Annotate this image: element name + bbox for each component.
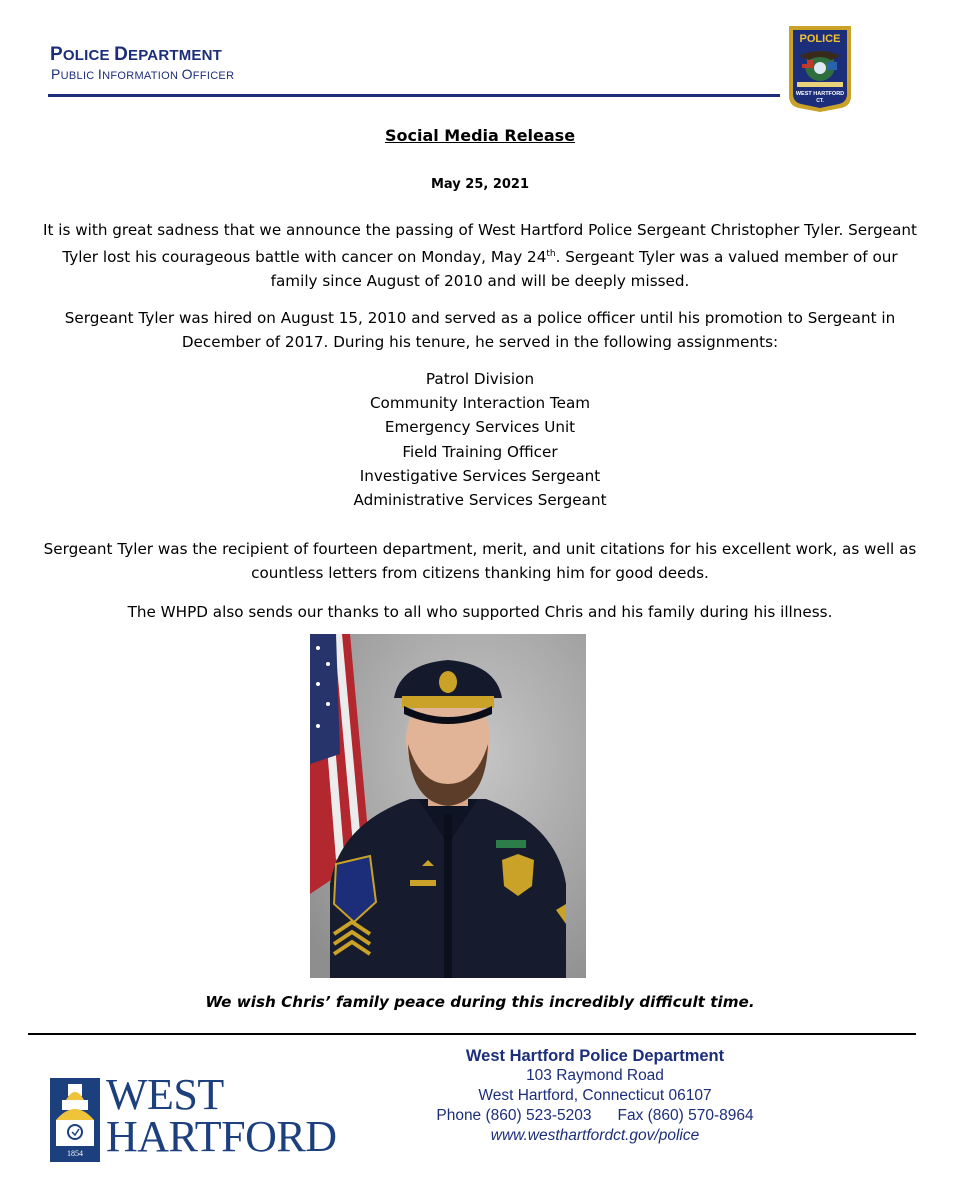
list-item: Community Interaction Team (369, 394, 591, 413)
website-link[interactable]: www.westhartfordct.gov/police (490, 1127, 700, 1144)
pio-subheading: PUBLIC INFORMATION OFFICER (51, 66, 235, 82)
release-title: Social Media Release (384, 126, 576, 145)
paragraph-citations: Sergeant Tyler was the recipient of fourteen department, merit, and unit citations for his excellent work, as well as countless letters from citizens thanking him for good deeds. (43, 540, 917, 582)
phone-number[interactable]: Phone (860) 523-5203 (436, 1107, 592, 1124)
town-hall-logo-icon (50, 1078, 100, 1162)
footer-divider (28, 1033, 916, 1035)
fax-number: Fax (860) 570-8964 (617, 1107, 754, 1124)
police-badge-icon (785, 22, 855, 114)
list-item: Field Training Officer (402, 442, 558, 461)
svg-text:CT.: CT. (816, 98, 824, 104)
svg-text:POLICE: POLICE (799, 33, 841, 45)
department-heading: POLICE DEPARTMENT (50, 44, 223, 65)
officer-portrait-photo (310, 634, 586, 978)
release-date: May 25, 2021 (430, 177, 530, 192)
assignments-list (0, 367, 960, 512)
paragraph-announcement: It is with great sadness that we announce the passing of West Hartford Police Sergeant Christopher Tyler. Sergeant Tyler lost his courageous battle with cancer on Monday, May 24th. Sergeant Tyler was a valued member of our family since August of 2010 and will be deeply missed. (43, 221, 917, 291)
list-item: Emergency Services Unit (384, 418, 576, 437)
paragraph-thanks: The WHPD also sends our thanks to all who supported Chris and his family during his illness. (127, 603, 833, 621)
list-item: Administrative Services Sergeant (353, 491, 607, 510)
list-item: Patrol Division (425, 370, 535, 388)
contact-block (415, 1046, 775, 1146)
svg-text:WEST HARTFORD: WEST HARTFORD (795, 91, 845, 97)
phone-fax-line (415, 1106, 775, 1126)
department-name: West Hartford Police Department (465, 1047, 725, 1065)
paragraph-career: Sergeant Tyler was hired on August 15, 2010 and served as a police officer until his promotion to Sergeant in December of 2017. During his tenure, he served in the following assignments: (64, 309, 896, 351)
header-divider (48, 94, 780, 97)
svg-text:1854: 1854 (67, 1149, 83, 1158)
address-city: West Hartford, Connecticut 06107 (478, 1087, 712, 1104)
list-item: Investigative Services Sergeant (359, 466, 601, 485)
address-street: 103 Raymond Road (526, 1067, 664, 1084)
closing-message: We wish Chris’ family peace during this incredibly difficult time. (205, 993, 755, 1011)
town-logo-text: WEST HARTFORD (106, 1070, 337, 1161)
